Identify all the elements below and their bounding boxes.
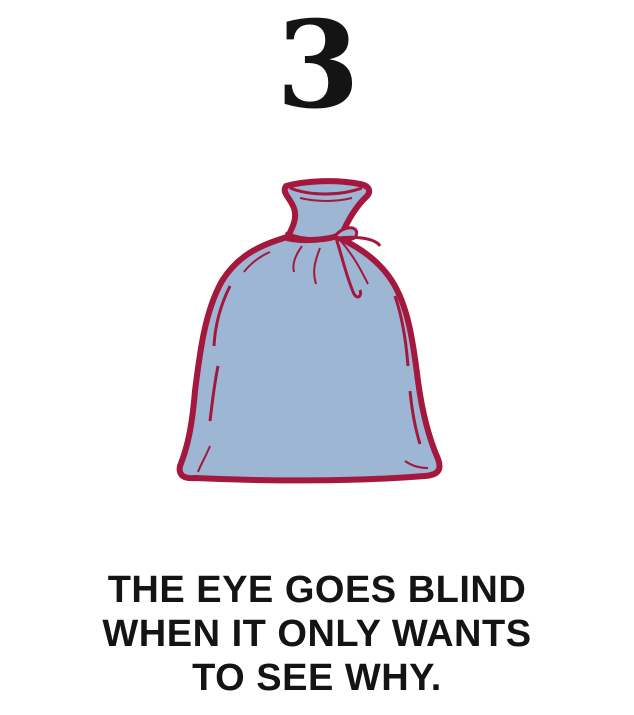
caption-line-2: WHEN IT ONLY WANTS [102, 613, 532, 655]
card-number: 3 [276, 0, 358, 136]
sack-icon [170, 176, 450, 496]
sack-illustration [170, 176, 450, 496]
quote-caption [0, 568, 634, 700]
caption-line-1: THE EYE GOES BLIND [107, 569, 527, 611]
caption-line-3: TO SEE WHY. [192, 657, 442, 699]
